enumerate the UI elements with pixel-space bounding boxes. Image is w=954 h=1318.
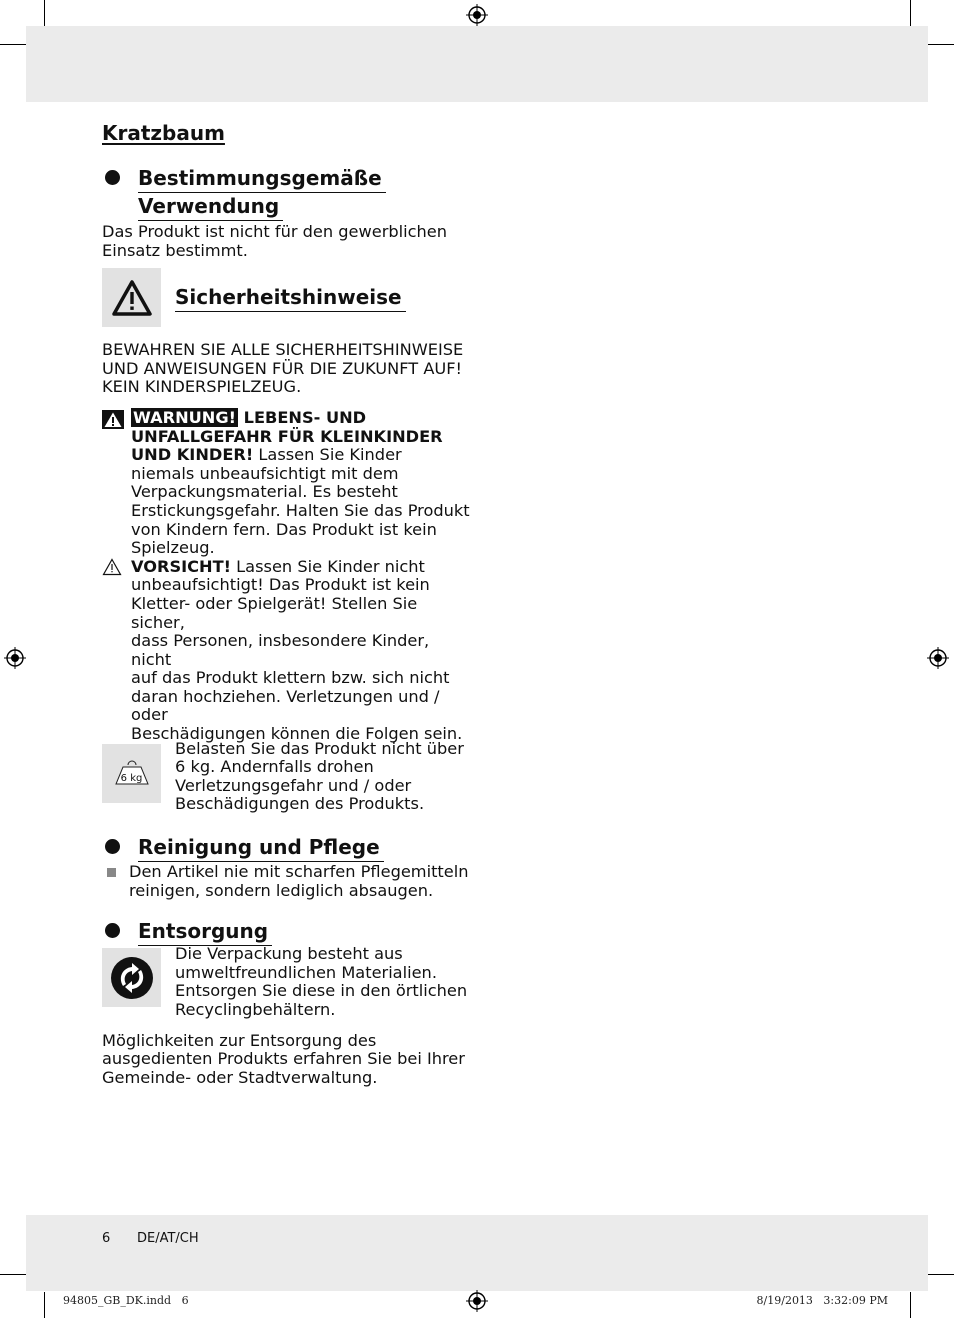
crop-mark [44, 1292, 45, 1318]
text-line: Gemeinde- oder Stadtverwaltung. [102, 1067, 378, 1087]
square-bullet-icon [107, 868, 116, 877]
bullet-icon [105, 170, 120, 185]
disposal-text [102, 1032, 472, 1088]
section-heading-disposal [102, 918, 472, 946]
text-line: Möglichkeiten zur Entsorgung des [102, 1030, 377, 1050]
weight-icon-label: 6 kg [120, 772, 143, 784]
text-line: Die Verpackung besteht aus [175, 944, 403, 964]
text-line: UND ANWEISUNGEN FÜR DIE ZUKUNFT AUF! [102, 358, 463, 378]
disposal-heading: Entsorgung [138, 918, 272, 946]
registration-mark-icon [466, 4, 488, 26]
top-band [26, 26, 928, 102]
disposal-icon-block [102, 944, 472, 1019]
print-slug-date: 8/19/2013 3:32:09 PM [756, 1294, 888, 1307]
cleaning-item [102, 863, 472, 900]
crop-mark [44, 0, 45, 26]
section-heading-intended-use [102, 165, 472, 221]
warning-label: WARNUNG! [133, 407, 237, 427]
text-line: Belasten Sie das Produkt nicht über [175, 738, 464, 758]
heading-line: Verwendung [138, 193, 283, 221]
weight-block [102, 738, 472, 814]
text-line: Recyclingbehältern. [175, 1000, 336, 1019]
text-line: 6 kg. Andernfalls drohen [175, 757, 374, 777]
registration-mark-icon [466, 1290, 488, 1312]
text-line: Entsorgen Sie diese in den örtlichen [175, 981, 468, 1001]
crop-mark [928, 44, 954, 45]
intended-use-text [102, 223, 472, 260]
text-line: unbeaufsichtigt! Das Produkt ist kein [131, 575, 430, 595]
caution-text: Lassen Sie Kinder nicht [231, 556, 425, 576]
text-line: Erstickungsgefahr. Halten Sie das Produkt [131, 500, 470, 520]
warning-filled-icon [102, 410, 124, 429]
warning-bold-text: LEBENS- UND [238, 407, 367, 427]
bullet-icon [105, 923, 120, 938]
crop-mark [928, 1274, 954, 1275]
bottom-band [26, 1215, 928, 1291]
text-line: von Kindern fern. Das Produkt ist kein [131, 519, 437, 539]
text-line: Verpackungsmaterial. Es besteht [131, 482, 398, 502]
text-line: Spielzeug. [131, 538, 215, 558]
text-line: Den Artikel nie mit scharfen Pflegemitteln [129, 862, 469, 882]
caution-triangle-icon [102, 558, 122, 576]
text-line: ausgedienten Produkts erfahren Sie bei Ihrer [102, 1049, 465, 1069]
caution-label: VORSICHT! [131, 556, 232, 576]
text-line: reinigen, sondern lediglich absaugen. [129, 880, 434, 900]
crop-mark [910, 1292, 911, 1318]
language-code: DE/AT/CH [137, 1231, 199, 1246]
text-line: auf das Produkt klettern bzw. sich nicht [131, 668, 450, 688]
warning-block [102, 409, 472, 558]
warning-bold-text: UNFALLGEFAHR FÜR KLEINKINDER [131, 426, 443, 446]
bullet-icon [105, 839, 120, 854]
text-line: dass Personen, insbesondere Kinder, nicht [131, 631, 430, 669]
safety-heading-row [102, 268, 472, 327]
registration-mark-icon [4, 647, 26, 669]
caution-block [102, 558, 472, 744]
text-line: Das Produkt ist nicht für den gewerblichen [102, 222, 448, 241]
section-heading-cleaning [102, 834, 472, 862]
text-line: Einsatz bestimmt. [102, 240, 248, 260]
text-line: Beschädigungen des Produkts. [175, 794, 425, 814]
text-line: daran hochziehen. Verletzungen und / oder [131, 686, 440, 725]
cleaning-heading: Reinigung und Pflege [138, 834, 384, 862]
crop-mark [0, 1274, 26, 1275]
warning-icon-box [102, 268, 161, 327]
text-line: niemals unbeaufsichtigt mit dem [131, 463, 399, 483]
green-dot-recycling-icon [110, 956, 154, 1000]
weight-icon-box [102, 744, 161, 803]
text-line: Beschädigungen können die Folgen sein. [131, 724, 463, 744]
warning-triangle-icon [111, 279, 153, 317]
text-line: Kletter- oder Spielgerät! Stellen Sie sicher, [131, 593, 418, 632]
page-number: 6 [102, 1231, 111, 1246]
safety-heading: Sicherheitshinweise [175, 284, 406, 312]
content-column [102, 120, 472, 1087]
text-line: BEWAHREN SIE ALLE SICHERHEITSHINWEISE [102, 340, 464, 360]
text-line: umweltfreundlichen Materialien. [175, 962, 437, 982]
warning-bold-text: UND KINDER! [131, 445, 254, 465]
safety-intro [102, 341, 472, 397]
crop-mark [0, 44, 26, 45]
warning-text: Lassen Sie Kinder [253, 445, 402, 465]
recycling-icon-box [102, 948, 161, 1007]
page-title: Kratzbaum [102, 121, 225, 145]
heading-line: Bestimmungsgemäße [138, 165, 386, 193]
crop-mark [910, 0, 911, 26]
text-line: KEIN KINDERSPIELZEUG. [102, 377, 302, 397]
print-slug-file: 94805_GB_DK.indd 6 [63, 1294, 189, 1307]
registration-mark-icon [927, 647, 949, 669]
text-line: Verletzungsgefahr und / oder [175, 775, 412, 795]
